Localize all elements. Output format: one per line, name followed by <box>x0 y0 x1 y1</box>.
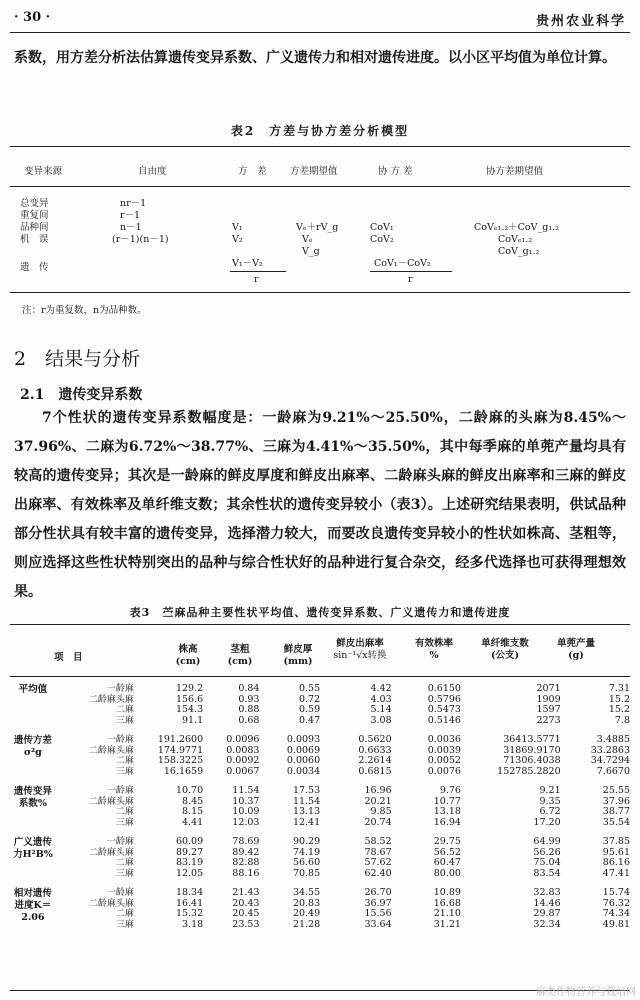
table3-cell: 56.52 <box>433 846 461 858</box>
table3-cell: 78.67 <box>364 846 392 858</box>
table3-cell: 16.94 <box>433 816 461 828</box>
table3-sub-label: 二龄麻头麻 <box>88 796 134 807</box>
table3-cell: 34.7294 <box>590 755 630 766</box>
table3-cell: 14.46 <box>533 897 561 909</box>
table3-cell: 95.61 <box>602 846 630 858</box>
table3-cell: 21.10 <box>433 908 461 919</box>
table3-cell: 12.03 <box>232 816 260 828</box>
table3-group-label: 平均值 <box>18 684 48 695</box>
table3-cell: 5.14 <box>370 704 392 715</box>
table3-cell: 174.9771 <box>157 744 204 756</box>
table3-cell: 26.70 <box>364 887 392 898</box>
table3-header-col: 株高 (cm) <box>175 644 201 667</box>
table3-group-gap <box>8 777 632 786</box>
table3-cell: 0.5620 <box>358 734 392 745</box>
table2-cell: 总变异 <box>20 198 49 209</box>
table3-cell: 10.37 <box>232 795 260 807</box>
table2-header-cov-exp: 协方差期望值 <box>486 166 544 177</box>
table3-cell: 152785.2820 <box>497 765 561 777</box>
table-row <box>8 837 632 848</box>
table3-cell: 29.87 <box>533 908 561 919</box>
table2-header-rule <box>10 186 630 187</box>
table3-cell: 0.0092 <box>226 755 260 766</box>
table3-cell: 88.16 <box>232 867 260 879</box>
table3-cell: 32.34 <box>533 918 561 930</box>
table-row <box>8 797 632 808</box>
table3-cell: 23.53 <box>232 918 260 930</box>
table3-cell: 0.0036 <box>427 734 461 745</box>
table3-cell: 20.83 <box>292 897 321 909</box>
table3-cell: 20.49 <box>292 908 321 919</box>
table3-caption: 表3 苎麻品种主要性状平均值、遗传变异系数、广义遗传力和遗传进度 <box>129 606 511 619</box>
table-row <box>8 716 632 727</box>
table2-cell: n－1 <box>120 222 142 233</box>
table3-sub-label: 二龄麻头麻 <box>88 847 134 858</box>
table3-sub-label: 二麻 <box>115 705 134 715</box>
table3-cell: 18.34 <box>175 887 204 898</box>
table3-cell: 91.1 <box>182 714 204 726</box>
table3-cell: 129.2 <box>175 683 204 694</box>
table3-cell: 36.97 <box>364 897 392 909</box>
table3-cell: 16.41 <box>175 897 204 909</box>
table3-cell: 8.15 <box>182 806 204 817</box>
table3-cell: 3.4885 <box>596 734 630 745</box>
table3-cell: 0.47 <box>298 714 321 726</box>
table3-cell: 16.1659 <box>163 765 204 777</box>
table2-cell: CoV_g₁.₂ <box>498 246 540 257</box>
table3-sub-label: 一龄麻 <box>106 837 134 847</box>
table3-sub-label: 一龄麻 <box>106 735 134 745</box>
table3-cell: 158.3225 <box>157 755 204 766</box>
table3-cell: 16.96 <box>364 785 392 796</box>
table3-cell: 37.96 <box>602 795 630 807</box>
table2-cell: 机 误 <box>20 234 49 245</box>
table3-cell: 0.0096 <box>226 734 260 745</box>
table-row <box>8 818 632 829</box>
table3-cell: 86.16 <box>602 857 630 868</box>
table-row <box>8 888 632 899</box>
table3-cell: 0.0083 <box>226 744 260 756</box>
table3-sub-label: 二麻 <box>115 756 134 766</box>
table3-group-label: 遗传变异系数% <box>13 786 52 809</box>
table3-cell: 0.0052 <box>427 755 461 766</box>
table3-cell: 3.08 <box>370 714 392 726</box>
table3-cell: 62.40 <box>364 867 392 879</box>
table2-header-source: 变异来源 <box>24 166 63 177</box>
table-row <box>8 786 632 797</box>
table3-cell: 0.5473 <box>427 704 461 715</box>
table3-cell: 21.43 <box>232 887 260 898</box>
table2-cell: Vₑ <box>302 234 313 245</box>
table3-sub-label: 二龄麻头麻 <box>88 898 134 909</box>
table3-cell: 0.0039 <box>427 744 461 756</box>
table3-sub-label: 二麻 <box>115 858 134 868</box>
table2-cell: r <box>408 274 413 285</box>
table3-cell: 4.03 <box>370 693 392 705</box>
table3-group-label: 相对遗传进度K＝2.06 <box>13 888 52 923</box>
intro-paragraph: 系数，用方差分析法估算遗传变异系数、广义遗传力和相对遗传进度。以小区平均值为单位计算。 <box>14 50 616 66</box>
table2-note: 注：r为重复数，n为品种数。 <box>22 305 147 316</box>
table3-cell: 17.53 <box>292 785 321 796</box>
table3-cell: 0.0093 <box>286 734 321 745</box>
table2-cell: Vₑ＋rV_g <box>296 222 339 233</box>
table3-cell: 64.99 <box>533 836 561 847</box>
table3-cell: 191.2600 <box>157 734 204 745</box>
table3-sub-label: 一龄麻 <box>106 888 134 898</box>
table3-cell: 0.6633 <box>358 744 392 756</box>
table3-cell: 4.42 <box>370 683 392 694</box>
table3-cell: 15.2 <box>608 693 630 705</box>
table3-cell: 76.32 <box>602 897 630 909</box>
table-row <box>8 920 632 931</box>
table3-sub-label: 二龄麻头麻 <box>88 694 134 705</box>
table3-cell: 10.89 <box>433 887 461 898</box>
table3-sub-label: 一龄麻 <box>106 786 134 796</box>
table2-cell: 遗 传 <box>20 262 49 273</box>
table3-header-project: 项 目 <box>54 652 83 663</box>
table2-cell: r <box>254 274 259 285</box>
table3-cell: 10.77 <box>433 795 461 807</box>
table3-group-label: 遗传方差σ²g <box>13 735 52 758</box>
table3-cell: 0.68 <box>238 714 260 726</box>
table3-cell: 83.54 <box>533 867 561 879</box>
table3-cell: 0.6815 <box>358 765 392 777</box>
table3-cell: 2.2614 <box>358 755 392 766</box>
table3-cell: 6.72 <box>539 806 561 817</box>
table3-cell: 74.34 <box>602 908 630 919</box>
table3-cell: 70.85 <box>292 867 321 879</box>
page-number: · 30 · <box>14 10 51 25</box>
table3-cell: 21.28 <box>292 918 321 930</box>
table3-cell: 13.13 <box>292 806 321 817</box>
table3-cell: 1597 <box>536 704 561 715</box>
table3-cell: 20.74 <box>364 816 392 828</box>
table3-cell: 0.0067 <box>226 765 260 777</box>
table2-header-var-exp: 方差期望值 <box>290 166 338 177</box>
table3-cell: 37.85 <box>602 836 630 847</box>
table3-header-col: 单蔸产量 (g) <box>556 638 595 661</box>
table3-sub-label: 三麻 <box>115 766 134 777</box>
header-rule <box>10 32 630 33</box>
table3-cell: 0.0069 <box>286 744 321 756</box>
table3-cell: 15.32 <box>175 908 204 919</box>
table3-header-rule <box>10 676 630 677</box>
table-row <box>8 735 632 746</box>
table2-cell: CoVₑ₁.₂ <box>498 234 533 245</box>
table3-cell: 80.00 <box>433 867 461 879</box>
table2-cell: 品种间 <box>20 222 49 233</box>
table3-body <box>8 684 632 930</box>
table3-cell: 1909 <box>536 693 561 705</box>
subsection-heading: 2.1 遗传变异系数 <box>20 387 143 403</box>
table-row <box>8 858 632 869</box>
table3-cell: 0.0076 <box>427 765 461 777</box>
table3-cell: 33.64 <box>364 918 392 930</box>
section-heading: 2 结果与分析 <box>14 348 141 370</box>
table3-cell: 31869.9170 <box>503 744 561 756</box>
table3-cell: 29.75 <box>433 836 461 847</box>
table2-cell: V₁ <box>232 222 243 233</box>
table2-header-var: 方 差 <box>238 166 267 177</box>
fraction-bar <box>230 271 286 272</box>
table2-top-rule <box>10 146 630 147</box>
table2-cell: nr－1 <box>120 198 147 209</box>
table3-cell: 0.88 <box>238 704 260 715</box>
table3-group-label: 广义遗传力H²B% <box>13 837 53 860</box>
table3-cell: 0.6150 <box>427 683 461 694</box>
table3-cell: 35.54 <box>602 816 630 828</box>
table2-cell: CoVₑ₁.₂＋CoV_g₁.₂ <box>474 222 559 233</box>
table3-cell: 78.69 <box>232 836 260 847</box>
table2-cell: r－1 <box>120 210 141 221</box>
table3-sub-label: 二龄麻头麻 <box>88 745 134 756</box>
table3-cell: 0.72 <box>298 693 321 705</box>
table3-header-col: 鲜皮厚 (mm) <box>283 644 313 667</box>
table3-cell: 13.18 <box>433 806 461 817</box>
table3-cell: 31.21 <box>433 918 461 930</box>
table3-cell: 58.52 <box>364 836 392 847</box>
table3-sub-label: 三麻 <box>115 715 134 726</box>
table3-sub-label: 三麻 <box>115 868 134 879</box>
table3-cell: 0.84 <box>238 683 260 694</box>
table3-cell: 12.41 <box>292 816 321 828</box>
table2-header-cov: 协 方 差 <box>378 166 413 177</box>
table2-cell: (r－1)(n－1) <box>112 234 169 245</box>
table3-cell: 9.35 <box>539 795 561 807</box>
table3-cell: 60.47 <box>433 857 461 868</box>
table3-cell: 156.6 <box>175 693 204 705</box>
table3-cell: 0.55 <box>298 683 321 694</box>
table3-cell: 56.60 <box>292 857 321 868</box>
table3-cell: 7.6670 <box>596 765 630 777</box>
table3-cell: 2273 <box>536 714 561 726</box>
table3-sub-label: 三麻 <box>115 919 134 930</box>
table3-header-col: 茎粗 (cm) <box>227 644 253 667</box>
table-row <box>8 705 632 716</box>
table3-cell: 83.19 <box>175 857 204 868</box>
table2-cell: V₁－V₂ <box>232 258 263 269</box>
table3-cell: 36413.5771 <box>503 734 561 745</box>
table3-cell: 20.45 <box>232 908 260 919</box>
table3-cell: 34.55 <box>292 887 321 898</box>
table-row <box>8 909 632 920</box>
table3-cell: 38.77 <box>602 806 630 817</box>
table3-cell: 7.31 <box>608 683 630 694</box>
table3-cell: 8.45 <box>182 795 204 807</box>
table3-cell: 47.41 <box>602 867 630 879</box>
table2-bottom-rule <box>10 292 630 293</box>
table3-cell: 89.27 <box>175 846 204 858</box>
table2-cell: 重复间 <box>20 210 49 221</box>
section-paragraph: 7个性状的遗传变异系数幅度是：一龄麻为9.21%～25.50%，二龄麻的头麻为8.45%～37.96%、二麻为6.72%～38.77%、三麻为4.41%～35.50%，其中每季麻的单蔸产量均具有较高的遗传变异；其次是一龄麻的鲜皮厚度和鲜皮出麻率、二龄麻头麻的鲜皮出麻率和三麻的鲜皮出麻率、有效株率及单纤维支数；其余性状的遗传变异较小（表3）。上述研究结果表明，供试品种部分性状具有较丰富的遗传变异，选择潜力较大，而要改良遗传变异较小的性状如株高、茎粗等，则应选择这些性状特别突出的品种与综合性状好的品种进行复合杂交，经多代选择也可获得理想效果。 <box>14 410 626 600</box>
table3-cell: 9.85 <box>370 806 392 817</box>
table3-cell: 60.09 <box>175 836 204 847</box>
table3-header-col: 有效株率 % <box>414 638 453 661</box>
table3-cell: 12.05 <box>175 867 204 879</box>
table2-cell: V_g <box>302 246 320 257</box>
table3-cell: 3.18 <box>182 918 204 930</box>
table3-cell: 0.5796 <box>427 693 461 705</box>
table3-cell: 74.19 <box>292 846 321 858</box>
table3-cell: 15.2 <box>608 704 630 715</box>
table3-cell: 89.42 <box>232 846 260 858</box>
table3-cell: 20.43 <box>232 897 260 909</box>
table3-cell: 33.2863 <box>590 744 630 756</box>
table3-top-rule <box>10 624 630 625</box>
table2-cell: CoV₁ <box>370 222 394 233</box>
table3-cell: 16.68 <box>433 897 461 909</box>
watermark: 麻类作物营养与栽培网 <box>536 987 636 998</box>
table2-caption: 表2 方差与协方差分析模型 <box>230 124 410 138</box>
table3-cell: 7.8 <box>614 714 630 726</box>
table3-cell: 20.21 <box>364 795 392 807</box>
table3-cell: 9.76 <box>439 785 461 796</box>
fraction-bar <box>370 271 452 272</box>
table-row <box>8 807 632 818</box>
table3-cell: 10.70 <box>175 785 204 796</box>
table3-sub-label: 一龄麻 <box>106 684 134 694</box>
table3-header-col: 鲜皮出麻率 sin⁻¹√x转换 <box>333 638 387 661</box>
table3-cell: 15.74 <box>602 887 630 898</box>
table3-sub-label: 二麻 <box>115 807 134 817</box>
table3-cell: 25.55 <box>602 785 630 796</box>
table3-cell: 71306.4038 <box>503 755 561 766</box>
table3-cell: 56.26 <box>533 846 561 858</box>
table-row <box>8 869 632 880</box>
table-row <box>8 767 632 778</box>
table3-sub-label: 三麻 <box>115 817 134 828</box>
table3-sub-label: 二麻 <box>115 909 134 919</box>
table3-cell: 0.5146 <box>427 714 461 726</box>
table3-cell: 0.59 <box>298 704 321 715</box>
table3-cell: 17.20 <box>533 816 561 828</box>
table2-cell: V₂ <box>232 234 243 245</box>
table3-cell: 2071 <box>536 683 561 694</box>
table3-cell: 10.09 <box>232 806 260 817</box>
table3-cell: 154.3 <box>175 704 204 715</box>
table3-cell: 82.88 <box>232 857 260 868</box>
table3-cell: 0.0060 <box>286 755 321 766</box>
table3-cell: 0.0034 <box>286 765 321 777</box>
table3-header-col: 单纤维支数 (公支) <box>481 638 529 661</box>
table3-cell: 11.54 <box>292 795 321 807</box>
table2-cell: CoV₂ <box>370 234 394 245</box>
table3-cell: 4.41 <box>182 816 204 828</box>
table-row <box>8 684 632 695</box>
table3-gap-cell <box>8 777 632 786</box>
table3-cell: 15.56 <box>364 908 392 919</box>
table3-cell: 75.04 <box>533 857 561 868</box>
table3-cell: 32.83 <box>533 887 561 898</box>
table3-cell: 9.21 <box>539 785 561 796</box>
table3-cell: 90.29 <box>292 836 321 847</box>
table3-cell: 57.62 <box>364 857 392 868</box>
table3-cell: 49.81 <box>602 918 630 930</box>
table2-header-df: 自由度 <box>138 166 167 177</box>
table3-cell: 11.54 <box>232 785 260 796</box>
table-row <box>8 756 632 767</box>
table3-cell: 0.93 <box>238 693 260 705</box>
journal-name: 贵州农业科学 <box>535 14 626 29</box>
running-header <box>14 6 626 32</box>
table2-cell: CoV₁－CoV₂ <box>374 258 431 269</box>
